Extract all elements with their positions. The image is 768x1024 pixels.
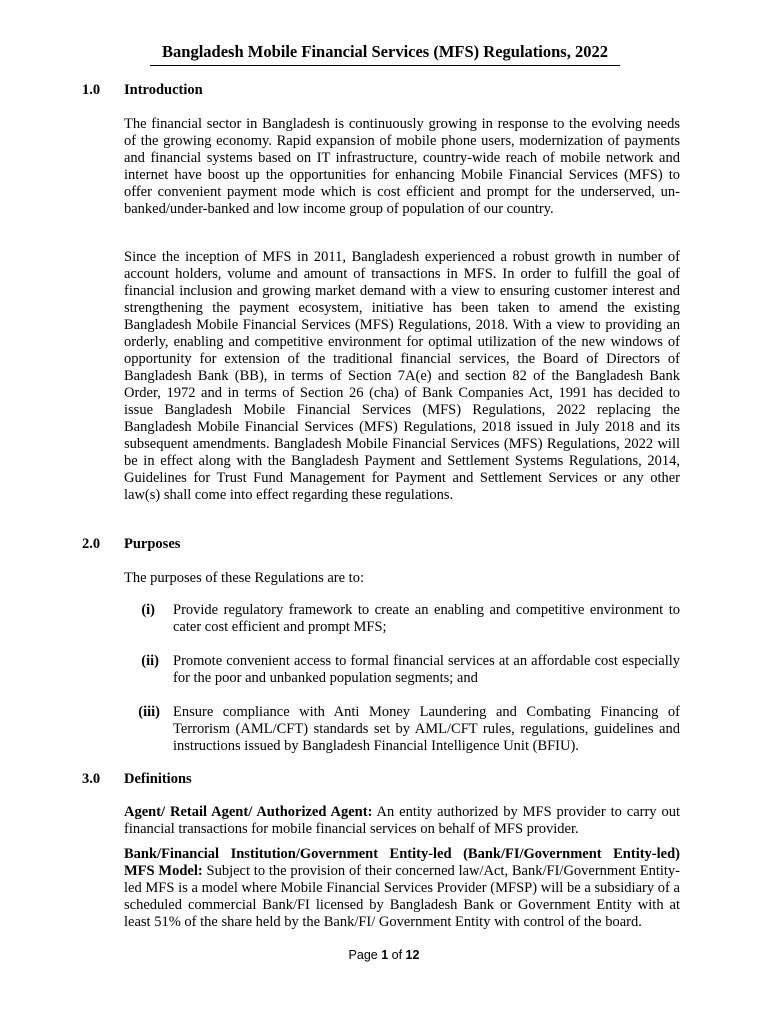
- purpose-item-number: (ii): [141, 653, 159, 669]
- section-title-intro: Introduction: [124, 82, 203, 98]
- purpose-item-number: (iii): [138, 704, 160, 720]
- purpose-item-text: Provide regulatory framework to create an enabling and competitive environment to cater cost efficient and prompt MFS;: [173, 602, 680, 635]
- page-number-footer: [0, 947, 768, 964]
- document-header-title: Bangladesh Mobile Financial Services (MFS) Regulations, 2022: [150, 42, 620, 66]
- definition-text: An entity authorized by MFS provider to carry out financial transactions for mobile financial services on behalf of MFS provider.: [124, 804, 680, 837]
- section-title-purposes: Purposes: [124, 536, 181, 552]
- intro-paragraph-2: Since the inception of MFS in 2011, Bangladesh experienced a robust growth in number of account holders, volume and amount of transactions in MFS. In order to fulfill the goal of financial inclusion and growing market demand with a view to ensuring customer interest and strengthening the payment ecosystem, initiative has been taken to amend the existing Bangladesh Mobile Financial Services (MFS) Regulations, 2018. With a view to providing an orderly, enabling and competitive environment for optimal utilization of the new windows of opportunity for extension of the traditional financial services, the Board of Directors of Bangladesh Bank (BB), in terms of Section 7A(e) and section 82 of the Bangladesh Bank Order, 1972 and in terms of Section 26 (cha) of Bank Companies Act, 1991 has decided to issue Bangladesh Mobile Financial Services (MFS) Regulations, 2022 replacing the Bangladesh Mobile Financial Services (MFS) Regulations, 2018 issued in July 2018 and its subsequent amendments. Bangladesh Mobile Financial Services (MFS) Regulations, 2022 will be in effect along with the Bangladesh Payment and Settlement Systems Regulations, 2014, Guidelines for Trust Fund Management for Payment and Settlement Services or any other law(s) shall come into effect regarding these regulations.: [124, 249, 680, 503]
- definition-bank-led-model: [124, 846, 680, 931]
- page-label: Page: [348, 948, 382, 962]
- section-number-definitions: 3.0: [82, 771, 101, 787]
- section-number-intro: 1.0: [82, 82, 101, 98]
- page-of: of: [388, 948, 406, 962]
- page-current: 1: [381, 948, 389, 962]
- definition-term: Bank/Financial Institution/Government Entity-led (Bank/FI/Government Entity-led) MFS Model:: [124, 846, 680, 879]
- page-total: 12: [405, 948, 420, 962]
- definition-term: Agent/ Retail Agent/ Authorized Agent:: [124, 804, 373, 820]
- purpose-item-number: (i): [141, 602, 155, 618]
- purpose-item-text: Ensure compliance with Anti Money Laundering and Combating Financing of Terrorism (AML/CFT) standards set by AML/CFT rules, regulations, guidelines and instructions issued by Bangladesh Financial Intelligence Unit (BFIU).: [173, 704, 680, 754]
- section-number-purposes: 2.0: [82, 536, 101, 552]
- intro-paragraph-1: The financial sector in Bangladesh is continuously growing in response to the evolving needs of the growing economy. Rapid expansion of mobile phone users, modernization of payments and financial systems based on IT infrastructure, country-wide reach of mobile network and internet have boost up the opportunities for enhancing Mobile Financial Services (MFS) to offer convenient payment mode which is cost efficient and prompt for the underserved, un-banked/under-banked and low income group of population of our country.: [124, 116, 680, 217]
- definition-text: Subject to the provision of their concerned law/Act, Bank/FI/Government Entity-led MFS is a model where Mobile Financial Services Provider (MFSP) will be a subsidiary of a scheduled commercial Bank/FI licensed by Bangladesh Bank or Government Entity with at least 51% of the share held by the Bank/FI/ Government Entity with control of the board.: [124, 863, 680, 930]
- section-title-definitions: Definitions: [124, 771, 192, 787]
- purposes-lead: The purposes of these Regulations are to:: [124, 570, 364, 586]
- definition-agent: [124, 804, 680, 838]
- purpose-item-text: Promote convenient access to formal financial services at an affordable cost especially for the poor and unbanked population segments; and: [173, 653, 680, 686]
